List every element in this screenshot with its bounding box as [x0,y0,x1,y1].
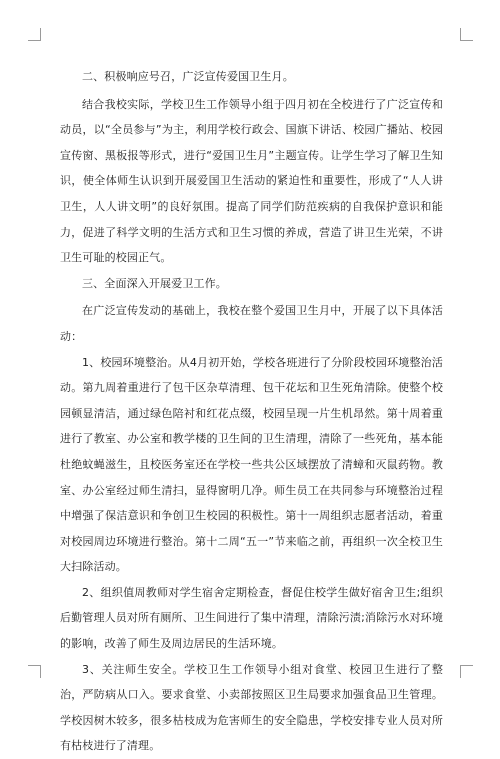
paragraph-dormitory-inspection: 2、组织值周教师对学生宿舍定期检查，督促住校学生做好宿舍卫生;组织后勤管理人员对所有厕所、卫生间进行了集中清理，清除污渍;消除污水对环境的影响，改善了师生及周边居民的生活环境。 [60,585,443,651]
section-heading-three: 三、全面深入开展爱卫工作。 [82,276,227,290]
paragraph-safety: 3、关注师生安全。学校卫生工作领导小组对食堂、校园卫生进行了整治，严防病从口入。要求食堂、小卖部按照区卫生局要求加强食品卫生管理。学校因树木较多，很多枯枝成为危害师生的安全隐患，学校安排专业人员对所有枯枝进行了清理。 [60,662,443,753]
paragraph-publicity: 结合我校实际，学校卫生工作领导小组于四月初在全校进行了广泛宣传和动员，以“全员参与”为主，利用学校行政会、国旗下讲话、校园广播站、校园宣传窗、黑板报等形式，进行“爱国卫生月”主题宣传。让学生学习了解卫生知识，使全体师生认识到开展爱国卫生活动的紧迫性和重要性，形成了“人人讲卫生，人人讲文明”的良好氛围。提高了同学们防范疾病的自我保护意识和能力，促进了科学文明的生活方式和卫生习惯的养成，营造了讲卫生光荣，不讲卫生可耻的校园正气。 [60,97,443,265]
crop-mark-bottom-right [460,665,473,678]
document-body [60,64,443,759]
crop-mark-top-left [28,28,41,41]
paragraph-campus-environment: 1、校园环境整治。从4月初开始，学校各班进行了分阶段校园环境整治活动。第九周着重进行了包干区杂草清理、包干花坛和卫生死角清除。使整个校园顿显清洁，通过绿色陪衬和红花点缀，校园呈现一片生机昂然。第十周着重进行了教室、办公室和教学楼的卫生间的卫生清理，清除了一些死角，基本能杜绝蚊蝇滋生，且校医务室还在学校一些共公区域摆放了清蟑和灭鼠药物。教室、办公室经过师生清扫，显得窗明几净。师生员工在共同参与环境整治过程中增强了保洁意识和争创卫生校园的积极性。第十一周组织志愿者活动，着重对校园周边环境进行整治。第十二周“五一”节来临之前，再组织一次全校卫生大扫除活动。 [60,355,443,574]
paragraph-activities-intro: 在广泛宣传发动的基础上，我校在整个爱国卫生月中，开展了以下具体活动： [60,304,443,343]
crop-mark-top-right [460,28,473,41]
crop-mark-bottom-left [28,665,41,678]
section-heading-two: 二、积极响应号召，广泛宣传爱国卫生月。 [82,70,294,83]
